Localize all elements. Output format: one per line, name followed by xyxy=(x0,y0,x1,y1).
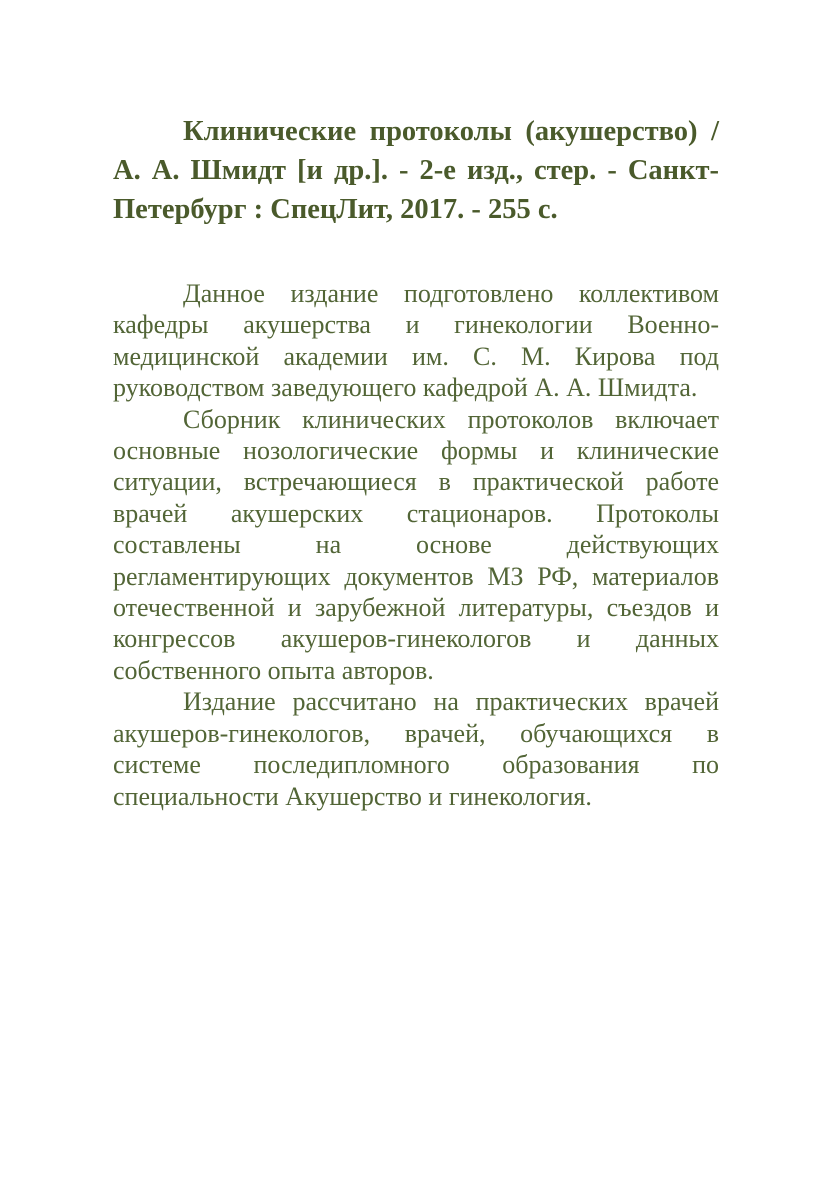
annotation-paragraph-2: Сборник клинических протоколов включает основные нозологические формы и клинические ситуации, встречающиеся в практической работе врачей акушерских стационаров. Протоколы составлены на основе действующих регламентирующих документов МЗ РФ, материалов отечественной и зарубежной литературы, съездов и конгрессов акушеров-гинекологов и данных собственного опыта авторов. xyxy=(113,404,719,685)
annotation-text xyxy=(113,278,719,812)
document-page xyxy=(113,112,719,812)
bibliographic-title: Клинические протоколы (акушерство) / А. А. Шмидт [и др.]. - 2-е изд., стер. - Санкт-Петербург : СпецЛит, 2017. - 255 с. xyxy=(113,116,719,225)
annotation-paragraph-1: Данное издание подготовлено коллективом кафедры акушерства и гинекологии Военно-медицинской академии им. С. М. Кирова под руководством заведующего кафедрой А. А. Шмидта. xyxy=(113,279,719,403)
annotation-paragraph-3: Издание рассчитано на практических врачей акушеров-гинекологов, врачей, обучающихся в системе последипломного образования по специальности Акушерство и гинекология. xyxy=(113,687,719,811)
